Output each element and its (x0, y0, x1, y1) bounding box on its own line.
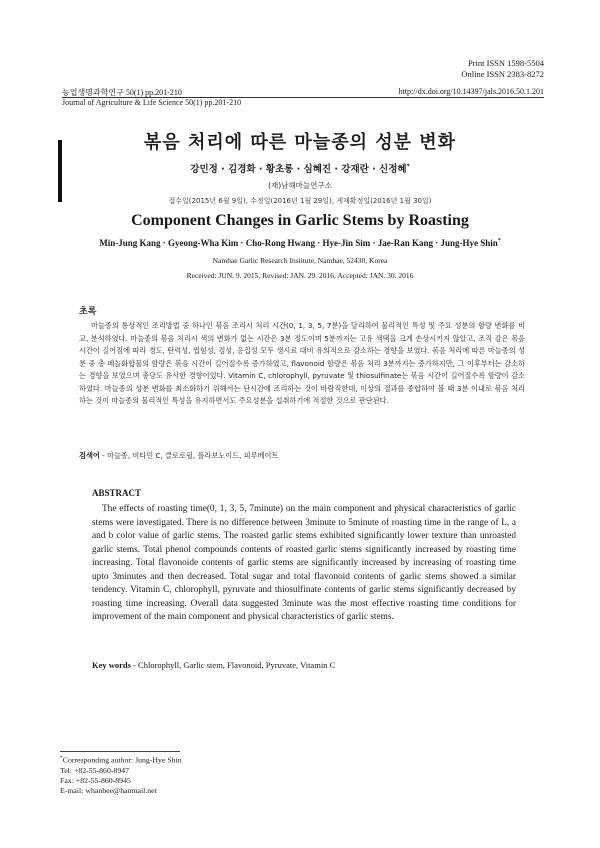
english-affiliation: Namhae Garlic Research Institute, Namhae, 52430, Korea (212, 256, 388, 265)
footnote-corresponding (60, 753, 182, 766)
korean-affiliation: (재)남해마늘연구소 (268, 181, 332, 190)
english-keywords-label: Key words (92, 660, 131, 670)
print-issn: Print ISSN 1598-5504 (467, 58, 544, 68)
issn-block (461, 58, 544, 80)
footnote (60, 753, 182, 796)
footnote-rule (60, 751, 180, 752)
footnote-tel: Tel: +82-55-860-8947 (60, 765, 130, 775)
korean-keywords-label: 검색어 (79, 451, 100, 460)
korean-dates: 접수일(2015년 6월 9일), 수정일(2016년 1월 29일), 게재확정일(2016년 1월 30일) (168, 197, 432, 205)
footnote-mark: * (60, 755, 63, 761)
journal-en: Journal of Agriculture & Life Science 50(1) pp.201-210 (62, 98, 242, 107)
english-author-list: Min-Jung Kang · Gyeong-Wha Kim · Cho-Rong Hwang · Hye-Jin Sim · Jae-Ran Kang · Jung-Hye Shin (99, 238, 498, 248)
korean-author-list: 강민정 · 김경화 · 황초롱 · 심혜진 · 강재란 · 신정혜 (190, 164, 407, 175)
english-authors (60, 238, 540, 248)
doi-link[interactable]: http://dx.doi.org/10.14397/jals.2016.50.1.201 (398, 87, 544, 96)
footnote-email[interactable]: E-mail: whanbee@hanmail.net (60, 786, 157, 796)
korean-abstract-body: 마늘종의 통상적인 조리방법 중 하나인 볶음 조리시 처리 시간(0, 1, 3, 5, 7분)을 달리하여 물리적인 특성 및 주요 성분의 함량 변화를 비교, 분석하였다. 마늘종의 볶음 처리시 색의 변화가 없는 시간은 3분 정도이며 5분까지는 고유 색택을 크게 손상시키지 않았고, 조직 감은 볶음 시간이 길어짐에 따라 경도, 탄력성, 씹힘성, 검성, 응집성 모두 생시료 대비 유의적으로 감소하는 경향을 보였다. 볶음 처리에 따른 마늘종의 성분 중 총 페놀화합물의 함량은 볶음 시간이 길어질수록 증가하였고, flavonoid 함량은 볶음 처리 3분까지는 증가하지만, 그 이후부터는 감소하는 경향을 보였으며 총당도 유사한 경향이었다. Vitamin C, chlorophyll, pyruvate 및 thiosulfinate는 볶음 시간이 길어질수록 함량이 감소하였다. 마늘종의 성분 변화를 최소화하기 위해서는 단시간에 조리하는 것이 바람직한데, 이상의 결과를 종합하여 볼 때 3분 이내로 볶음 처리하는 것이 마늘종의 물리적인 특성을 유지하면서도 주요성분을 섭취하기에 적절한 것으로 판단된다. (79, 321, 525, 405)
korean-title: 볶음 처리에 따른 마늘종의 성분 변화 (143, 132, 457, 153)
footnote-fax: Fax: +82-55-860-8945 (60, 776, 131, 785)
corresponding-mark-en: * (497, 238, 501, 244)
english-keywords-list: - Chlorophyll, Garlic stem, Flavonoid, Pyruvate, Vitamin C (130, 660, 336, 670)
footnote-corresponding-text: Corresponding author: Jung-Hye Shin (62, 755, 182, 765)
online-issn: Online ISSN 2383-8272 (461, 69, 544, 79)
english-abstract-body: The effects of roasting time(0, 1, 3, 5, 7minute) on the main component and physical characteristics of garlic stems were investigated. There is no difference between 3minute to 5minute of roasting time in the range of L, a and b color value of garlic stems. The roasted garlic stems exhibited significantly lower texture than unroasted garlic stems. Total phenol compounds contents of roasted garlic stems significantly increased by roasting time increasing. Total flavonoide contents of garlic stems are significantly increased by increasing of roasting time upto 3minutes and then decreased. Total sugar and total flavonoid contents of garlic stems showed a similar tendency. Vitamin C, chlorophyll, pyruvate and thiosulfinate contents of garlic stems significantly decreased by roasting time increasing. Overall data suggested 3minute was the most effective roasting time conditions for improvement of the main component and physical characteristics of garlic stems. (92, 504, 516, 622)
korean-keywords (79, 451, 278, 461)
english-title: Component Changes in Garlic Stems by Roasting (131, 212, 469, 229)
korean-keywords-list: - 마늘종, 비타민 C, 클로로필, 플라보노이드, 피루베이트 (99, 451, 279, 460)
korean-abstract-heading: 초록 (79, 307, 97, 317)
korean-authors (60, 161, 540, 175)
english-dates: Received: JUN. 9. 2015, Revised: JAN. 29. 2016, Accepted: JAN. 30. 2016 (186, 271, 414, 280)
english-keywords (92, 660, 335, 670)
corresponding-mark: * (406, 162, 410, 170)
english-abstract-heading: ABSTRACT (92, 488, 142, 498)
journal-ko: 농업생명과학연구 50(1) pp.201-210 (62, 88, 182, 97)
